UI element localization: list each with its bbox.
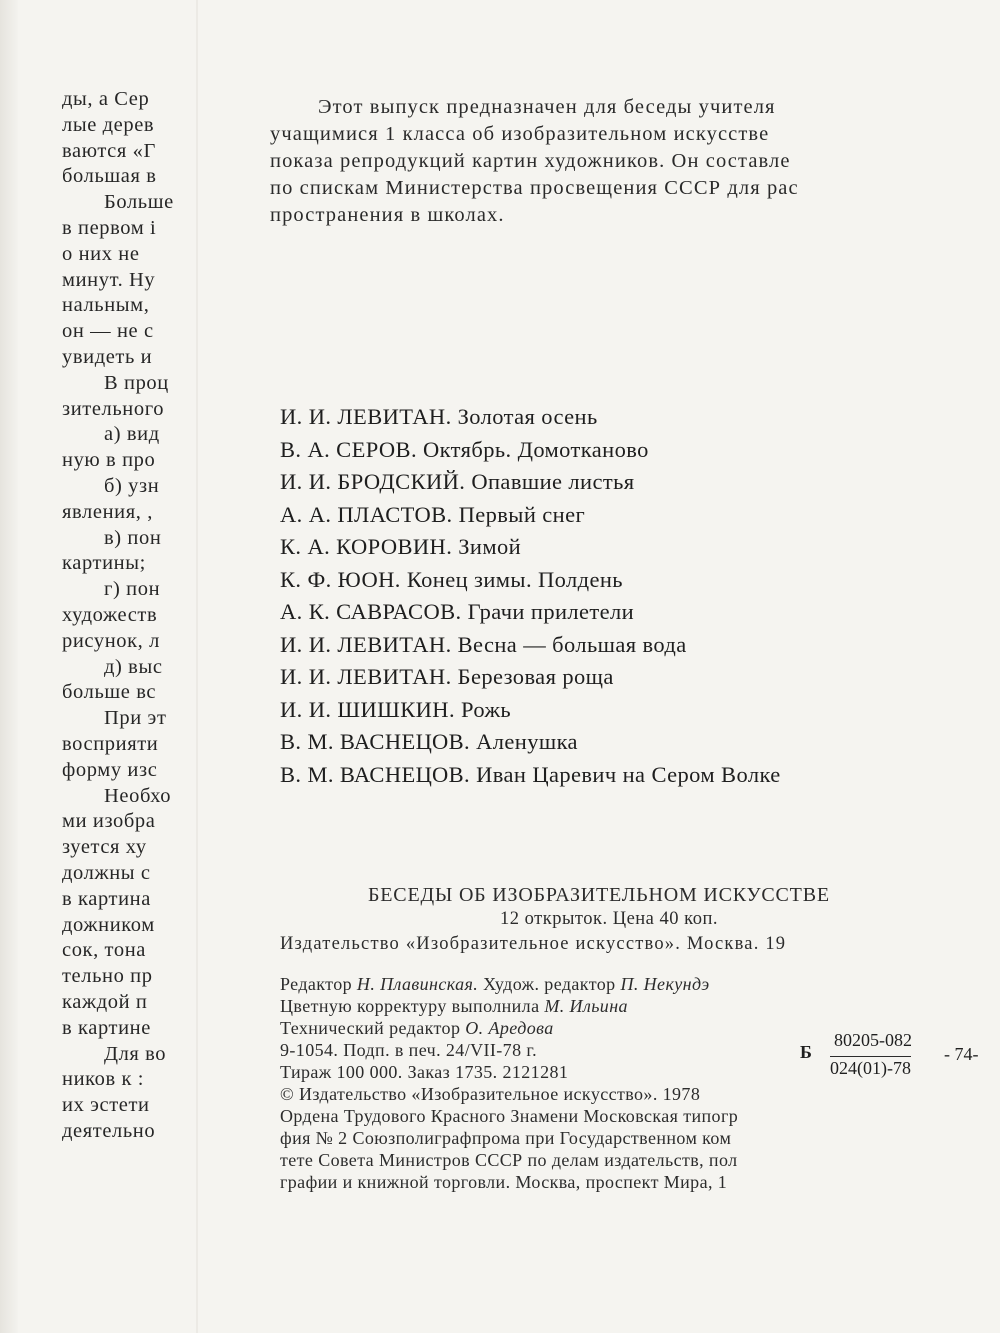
intro-paragraph — [270, 96, 1000, 246]
facing-page-line: а) вид — [104, 423, 160, 446]
intro-line: пространения в школах. — [270, 204, 505, 226]
contents-item: В. М. ВАСНЕЦОВ. Иван Царевич на Сером Волке — [280, 761, 781, 787]
art-editor-label: Худож. редактор — [478, 974, 621, 994]
intro-line: Этот выпуск предназначен для беседы учителя — [318, 96, 776, 118]
contents-item: И. И. ЛЕВИТАН. Золотая осень — [280, 404, 598, 429]
run-line: Тираж 100 000. Заказ 1735. 2121281 — [280, 1062, 569, 1082]
facing-page-text-fragment — [0, 88, 197, 1188]
facing-page-line: д) выс — [104, 655, 163, 678]
contents-item: И. И. ЛЕВИТАН. Весна — большая вода — [280, 631, 687, 657]
page-gutter — [196, 0, 198, 1333]
facing-page-line: минут. Ну — [62, 268, 156, 291]
publisher-line: Издательство «Изобразительное искусство». Москва. 19 — [280, 934, 787, 954]
contents-item: К. Ф. ЮОН. Конец зимы. Полдень — [280, 566, 623, 592]
tech-editor-label: Технический редактор — [280, 1018, 466, 1038]
count-price: 12 открыток. Цена 40 коп. — [500, 909, 718, 929]
copyright-line: © Издательство «Изобразительное искусство». 1978 — [280, 1084, 701, 1104]
facing-page-line: в первом і — [62, 217, 157, 239]
facing-page-line: их эстети — [62, 1094, 150, 1117]
imprint-block — [270, 884, 1000, 1224]
contents-item: И. И. ЛЕВИТАН. Березовая роща — [280, 664, 614, 689]
facing-page-line: лые дерев — [62, 113, 155, 136]
bbk-denominator: 024(01)-78 — [830, 1058, 911, 1078]
facing-page-line: При эт — [104, 707, 167, 730]
facing-page-line: ми изобра — [62, 810, 156, 833]
facing-page-line: о них не — [62, 242, 140, 265]
color-proof-line — [280, 996, 628, 1017]
contents-item: К. А. КОРОВИН. Зимой — [280, 534, 522, 559]
facing-page-line: Больше — [104, 191, 174, 214]
facing-page-line: в картина — [62, 887, 151, 910]
printer-line: фия № 2 Союзполиграфпрома при Государственном ком — [280, 1128, 732, 1148]
contents-item: А. К. САВРАСОВ. Грачи прилетели — [280, 599, 635, 624]
series-title: БЕСЕДЫ ОБ ИЗОБРАЗИТЕЛЬНОМ ИСКУССТВЕ — [368, 884, 830, 906]
bbk-tail: - 74- — [944, 1044, 979, 1064]
color-proof-name: М. Ильина — [544, 996, 628, 1016]
editor-name: Н. Плавинская. — [356, 974, 479, 994]
facing-page-line: зуется ху — [62, 836, 147, 859]
facing-page-line: тельно пр — [62, 965, 153, 988]
facing-page-line: б) узн — [104, 475, 160, 497]
color-proof-label: Цветную корректуру выполнила — [280, 996, 545, 1016]
facing-page-line: деятельно — [62, 1120, 156, 1142]
facing-page-line: зительного — [62, 397, 165, 420]
art-editor-name: П. Некундэ — [620, 974, 710, 994]
facing-page-line: увидеть и — [62, 346, 153, 368]
facing-page-line: в картине — [62, 1016, 151, 1039]
facing-page-line: должны с — [62, 862, 151, 884]
intro-line: показа репродукций картин художников. Он составле — [270, 150, 791, 172]
facing-page-line: каждой п — [62, 991, 148, 1013]
facing-page-line: больше вс — [62, 681, 157, 704]
facing-page-line: нальным, — [62, 294, 150, 317]
facing-page-line: ную в про — [62, 449, 156, 472]
intro-line: учащимися 1 класса об изобразительном искусстве — [270, 123, 770, 145]
facing-page-line: восприяти — [62, 733, 159, 755]
facing-page-line: Необхо — [104, 784, 172, 807]
facing-page-line: форму изс — [62, 758, 158, 781]
printer-line: графии и книжной торговли. Москва, проспект Мира, 1 — [280, 1172, 728, 1192]
facing-page-line: ников к : — [62, 1068, 145, 1091]
facing-page-line: ваются «Г — [62, 139, 156, 162]
contents-item: В. А. СЕРОВ. Октябрь. Домотканово — [280, 436, 649, 462]
facing-page-line: рисунок, л — [62, 629, 160, 652]
bbk-numerator: 80205-082 — [834, 1030, 912, 1050]
tech-editor-line — [280, 1018, 554, 1039]
facing-page-line: явления, , — [62, 500, 153, 523]
facing-page-line: он — не с — [62, 320, 154, 343]
facing-page-line: картины; — [62, 552, 146, 575]
contents-item: И. И. БРОДСКИЙ. Опавшие листья — [280, 469, 635, 494]
printer-line: тете Совета Министров СССР по делам издательств, пол — [280, 1150, 738, 1170]
facing-page-line: ды, а Сер — [62, 88, 150, 110]
sign-line: 9-1054. Подп. в печ. 24/VII-78 г. — [280, 1040, 538, 1060]
editor-line — [280, 974, 710, 995]
facing-page-line: в) пон — [104, 526, 162, 549]
printer-line: Ордена Трудового Красного Знамени Московская типогр — [280, 1106, 739, 1126]
facing-page-line: художеств — [62, 604, 158, 626]
intro-line: по спискам Министерства просвещения СССР для рас — [270, 177, 799, 199]
facing-page-line: дожником — [62, 913, 155, 936]
facing-page-line: Для во — [104, 1042, 167, 1065]
contents-item: И. И. ШИШКИН. Рожь — [280, 696, 512, 722]
facing-page-line: В проц — [104, 371, 169, 394]
bbk-letter: Б — [800, 1042, 812, 1062]
editor-label: Редактор — [280, 974, 357, 994]
contents-item: А. А. ПЛАСТОВ. Первый снег — [280, 501, 586, 527]
facing-page-line: сок, тона — [62, 939, 146, 962]
facing-page-line: г) пон — [104, 578, 161, 601]
tech-editor-name: О. Аредова — [465, 1018, 554, 1038]
facing-page-line: большая в — [62, 165, 157, 188]
contents-item: В. М. ВАСНЕЦОВ. Аленушка — [280, 729, 578, 754]
